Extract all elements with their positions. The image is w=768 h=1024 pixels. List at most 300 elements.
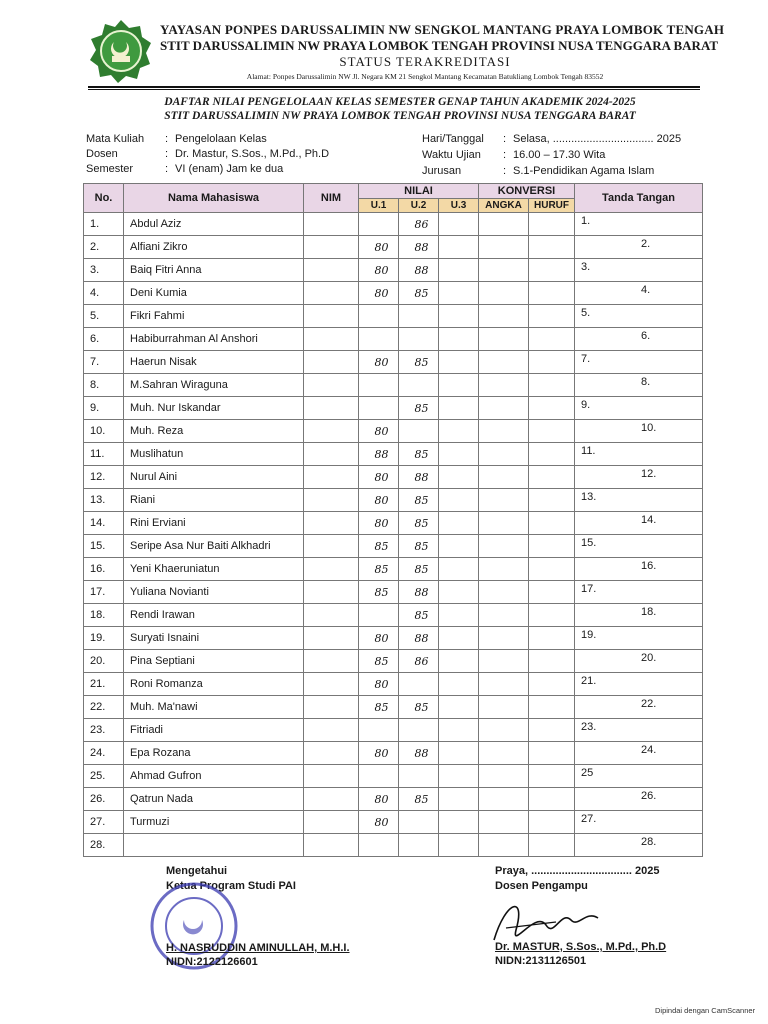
signature-number: 14.: [641, 514, 657, 526]
signature-number: 25: [581, 767, 594, 779]
cell-no: 7.: [84, 351, 124, 374]
sig-left-nidn: NIDN:2122126601: [166, 956, 258, 968]
table-row: [84, 466, 703, 489]
cell-student-name: Fitriadi: [124, 719, 304, 742]
cell-u2: 85: [399, 535, 439, 558]
cell-u1: [359, 305, 399, 328]
cell-signature: [575, 696, 703, 719]
cell-student-name: Seripe Asa Nur Baiti Alkhadri: [124, 535, 304, 558]
colon: :: [503, 149, 507, 161]
cell-u3: [439, 397, 479, 420]
cell-nim: [304, 351, 359, 374]
cell-signature: [575, 236, 703, 259]
cell-u3: [439, 259, 479, 282]
cell-nim: [304, 765, 359, 788]
signature-number: 1.: [581, 215, 591, 227]
cell-no: 19.: [84, 627, 124, 650]
cell-student-name: Habiburrahman Al Anshori: [124, 328, 304, 351]
value-semester: VI (enam) Jam ke dua: [175, 163, 284, 175]
cell-no: 21.: [84, 673, 124, 696]
sig-right-nidn: NIDN:2131126501: [495, 955, 587, 967]
cell-no: 9.: [84, 397, 124, 420]
cell-huruf: [529, 696, 575, 719]
cell-u1: 85: [359, 650, 399, 673]
cell-signature: [575, 673, 703, 696]
institution-logo: [88, 18, 154, 84]
table-row: [84, 673, 703, 696]
cell-student-name: Alfiani Zikro: [124, 236, 304, 259]
table-row: [84, 811, 703, 834]
cell-nim: [304, 719, 359, 742]
cell-u3: [439, 719, 479, 742]
cell-signature: [575, 489, 703, 512]
cell-u1: 80: [359, 259, 399, 282]
cell-u2: 88: [399, 627, 439, 650]
col-header-nilai: NILAI: [359, 184, 479, 199]
signature-number: 2.: [641, 238, 651, 250]
cell-u3: [439, 696, 479, 719]
cell-nim: [304, 650, 359, 673]
colon: :: [503, 165, 507, 177]
cell-u3: [439, 213, 479, 236]
col-header-nama: Nama Mahasiswa: [124, 184, 304, 213]
table-row: [84, 696, 703, 719]
cell-huruf: [529, 351, 575, 374]
cell-u1: [359, 834, 399, 857]
document-subtitle: STIT DARUSSALIMIN NW PRAYA LOMBOK TENGAH PROVINSI NUSA TENGGARA BARAT: [164, 110, 636, 122]
signature-number: 19.: [581, 629, 597, 641]
col-header-angka: ANGKA: [479, 199, 529, 213]
cell-angka: [479, 512, 529, 535]
col-header-u3: U.3: [439, 199, 479, 213]
cell-u3: [439, 788, 479, 811]
cell-nim: [304, 213, 359, 236]
cell-nim: [304, 328, 359, 351]
cell-student-name: Muslihatun: [124, 443, 304, 466]
cell-u3: [439, 604, 479, 627]
cell-signature: [575, 397, 703, 420]
cell-nim: [304, 581, 359, 604]
cell-huruf: [529, 604, 575, 627]
cell-no: 5.: [84, 305, 124, 328]
cell-signature: [575, 627, 703, 650]
cell-huruf: [529, 236, 575, 259]
cell-u3: [439, 282, 479, 305]
header-divider-thin: [88, 89, 700, 90]
cell-angka: [479, 282, 529, 305]
col-header-nim: NIM: [304, 184, 359, 213]
table-row: [84, 259, 703, 282]
table-row: [84, 374, 703, 397]
table-row: [84, 765, 703, 788]
cell-u1: 80: [359, 627, 399, 650]
cell-no: 4.: [84, 282, 124, 305]
cell-u2: 85: [399, 282, 439, 305]
cell-student-name: Epa Rozana: [124, 742, 304, 765]
col-header-tanda-tangan: Tanda Tangan: [575, 184, 703, 213]
cell-u2: 85: [399, 788, 439, 811]
cell-u3: [439, 673, 479, 696]
cell-u2: 85: [399, 696, 439, 719]
cell-no: 25.: [84, 765, 124, 788]
cell-huruf: [529, 834, 575, 857]
cell-huruf: [529, 512, 575, 535]
cell-student-name: Qatrun Nada: [124, 788, 304, 811]
cell-u1: 85: [359, 581, 399, 604]
cell-signature: [575, 282, 703, 305]
cell-huruf: [529, 650, 575, 673]
cell-student-name: Baiq Fitri Anna: [124, 259, 304, 282]
cell-angka: [479, 719, 529, 742]
signature-number: 21.: [581, 675, 597, 687]
cell-student-name: Deni Kumia: [124, 282, 304, 305]
cell-nim: [304, 604, 359, 627]
label-dosen: Dosen: [86, 148, 118, 160]
cell-u3: [439, 351, 479, 374]
cell-signature: [575, 213, 703, 236]
cell-u3: [439, 420, 479, 443]
cell-signature: [575, 558, 703, 581]
cell-u2: [399, 765, 439, 788]
cell-u1: 80: [359, 742, 399, 765]
cell-u3: [439, 305, 479, 328]
header-divider: [88, 86, 700, 88]
cell-u1: 85: [359, 558, 399, 581]
signature-number: 9.: [581, 399, 591, 411]
cell-u3: [439, 443, 479, 466]
table-row: [84, 719, 703, 742]
value-jurusan: S.1-Pendidikan Agama Islam: [513, 165, 655, 177]
signature-number: 6.: [641, 330, 651, 342]
cell-student-name: M.Sahran Wiraguna: [124, 374, 304, 397]
signature-number: 13.: [581, 491, 597, 503]
cell-student-name: Roni Romanza: [124, 673, 304, 696]
table-row: [84, 581, 703, 604]
cell-no: 18.: [84, 604, 124, 627]
signature-number: 15.: [581, 537, 597, 549]
col-header-u1: U.1: [359, 199, 399, 213]
table-row: [84, 213, 703, 236]
cell-huruf: [529, 811, 575, 834]
table-row: [84, 627, 703, 650]
cell-signature: [575, 719, 703, 742]
cell-no: 13.: [84, 489, 124, 512]
cell-u3: [439, 236, 479, 259]
cell-huruf: [529, 535, 575, 558]
cell-angka: [479, 213, 529, 236]
cell-u2: 85: [399, 489, 439, 512]
cell-nim: [304, 443, 359, 466]
colon: :: [165, 133, 169, 145]
cell-u1: 80: [359, 673, 399, 696]
cell-u2: 88: [399, 581, 439, 604]
cell-nim: [304, 236, 359, 259]
cell-signature: [575, 604, 703, 627]
cell-angka: [479, 558, 529, 581]
table-row: [84, 512, 703, 535]
cell-u1: 80: [359, 811, 399, 834]
cell-student-name: Muh. Nur Iskandar: [124, 397, 304, 420]
cell-signature: [575, 788, 703, 811]
cell-student-name: Abdul Aziz: [124, 213, 304, 236]
colon: :: [165, 163, 169, 175]
cell-nim: [304, 811, 359, 834]
cell-nim: [304, 305, 359, 328]
table-row: [84, 420, 703, 443]
cell-no: 22.: [84, 696, 124, 719]
cell-huruf: [529, 443, 575, 466]
cell-angka: [479, 627, 529, 650]
cell-signature: [575, 351, 703, 374]
value-waktu-ujian: 16.00 – 17.30 Wita: [513, 149, 606, 161]
cell-angka: [479, 742, 529, 765]
signature-number: 10.: [641, 422, 657, 434]
cell-signature: [575, 443, 703, 466]
cell-u3: [439, 374, 479, 397]
value-hari-tanggal: Selasa, ................................. 2025: [513, 133, 682, 145]
cell-u1: [359, 328, 399, 351]
cell-student-name: Yuliana Novianti: [124, 581, 304, 604]
cell-u1: [359, 397, 399, 420]
table-row: [84, 650, 703, 673]
cell-huruf: [529, 673, 575, 696]
cell-angka: [479, 673, 529, 696]
cell-no: 12.: [84, 466, 124, 489]
table-row: [84, 558, 703, 581]
cell-no: 1.: [84, 213, 124, 236]
cell-u3: [439, 811, 479, 834]
header-address: Alamat: Ponpes Darussalimin NW Jl. Negara KM 21 Sengkol Mantang Kecamatan Batukliang Lombok Tengah 83552: [246, 72, 604, 81]
cell-u2: [399, 328, 439, 351]
cell-angka: [479, 466, 529, 489]
cell-u2: [399, 673, 439, 696]
cell-u3: [439, 581, 479, 604]
cell-u1: 80: [359, 788, 399, 811]
grade-table: [83, 183, 703, 857]
cell-u2: 88: [399, 742, 439, 765]
col-header-huruf: HURUF: [529, 199, 575, 213]
cell-signature: [575, 650, 703, 673]
signature-number: 3.: [581, 261, 591, 273]
col-header-konversi: KONVERSI: [479, 184, 575, 199]
signature-number: 20.: [641, 652, 657, 664]
cell-u2: [399, 374, 439, 397]
cell-nim: [304, 259, 359, 282]
cell-student-name: Rendi Irawan: [124, 604, 304, 627]
cell-u1: 80: [359, 466, 399, 489]
signature-number: 26.: [641, 790, 657, 802]
sig-right-role: Dosen Pengampu: [495, 880, 588, 892]
signature-number: 27.: [581, 813, 597, 825]
cell-u2: 85: [399, 512, 439, 535]
cell-nim: [304, 834, 359, 857]
cell-angka: [479, 535, 529, 558]
cell-no: 6.: [84, 328, 124, 351]
cell-nim: [304, 489, 359, 512]
value-dosen: Dr. Mastur, S.Sos., M.Pd., Ph.D: [175, 148, 330, 160]
cell-huruf: [529, 282, 575, 305]
cell-no: 28.: [84, 834, 124, 857]
cell-u1: [359, 765, 399, 788]
cell-student-name: Yeni Khaeruniatun: [124, 558, 304, 581]
cell-u2: [399, 719, 439, 742]
cell-huruf: [529, 558, 575, 581]
table-row: [84, 282, 703, 305]
label-hari-tanggal: Hari/Tanggal: [422, 133, 484, 145]
cell-student-name: Ahmad Gufron: [124, 765, 304, 788]
cell-nim: [304, 420, 359, 443]
cell-nim: [304, 627, 359, 650]
cell-u1: 80: [359, 512, 399, 535]
cell-u1: 80: [359, 282, 399, 305]
scanner-watermark: Dipindai dengan CamScanner: [655, 1006, 756, 1015]
cell-u2: 85: [399, 397, 439, 420]
signature-number: 18.: [641, 606, 657, 618]
cell-no: 16.: [84, 558, 124, 581]
cell-no: 24.: [84, 742, 124, 765]
colon: :: [503, 133, 507, 145]
signature-number: 5.: [581, 307, 591, 319]
cell-angka: [479, 650, 529, 673]
signature-number: 16.: [641, 560, 657, 572]
cell-signature: [575, 374, 703, 397]
cell-u3: [439, 650, 479, 673]
cell-no: 20.: [84, 650, 124, 673]
cell-angka: [479, 420, 529, 443]
cell-nim: [304, 742, 359, 765]
cell-angka: [479, 397, 529, 420]
cell-signature: [575, 581, 703, 604]
cell-no: 17.: [84, 581, 124, 604]
cell-u3: [439, 328, 479, 351]
cell-signature: [575, 466, 703, 489]
cell-u1: [359, 374, 399, 397]
cell-u3: [439, 834, 479, 857]
cell-no: 8.: [84, 374, 124, 397]
cell-student-name: Rini Erviani: [124, 512, 304, 535]
cell-u3: [439, 765, 479, 788]
cell-u2: [399, 811, 439, 834]
cell-angka: [479, 259, 529, 282]
cell-u2: 88: [399, 466, 439, 489]
value-mata-kuliah: Pengelolaan Kelas: [175, 133, 267, 145]
cell-angka: [479, 604, 529, 627]
cell-angka: [479, 305, 529, 328]
table-row: [84, 305, 703, 328]
cell-huruf: [529, 719, 575, 742]
cell-angka: [479, 834, 529, 857]
cell-nim: [304, 397, 359, 420]
cell-angka: [479, 765, 529, 788]
cell-u1: 80: [359, 351, 399, 374]
label-waktu-ujian: Waktu Ujian: [422, 149, 481, 161]
cell-huruf: [529, 305, 575, 328]
cell-huruf: [529, 213, 575, 236]
cell-u2: [399, 305, 439, 328]
signature-number: 4.: [641, 284, 651, 296]
cell-signature: [575, 742, 703, 765]
cell-u1: 85: [359, 535, 399, 558]
cell-nim: [304, 558, 359, 581]
signature-number: 12.: [641, 468, 657, 480]
cell-angka: [479, 696, 529, 719]
label-mata-kuliah: Mata Kuliah: [86, 133, 145, 145]
cell-huruf: [529, 466, 575, 489]
signature-number: 17.: [581, 583, 597, 595]
cell-student-name: Nurul Aini: [124, 466, 304, 489]
cell-signature: [575, 535, 703, 558]
cell-angka: [479, 374, 529, 397]
cell-angka: [479, 581, 529, 604]
colon: :: [165, 148, 169, 160]
cell-nim: [304, 788, 359, 811]
table-row: [84, 742, 703, 765]
cell-signature: [575, 420, 703, 443]
cell-huruf: [529, 328, 575, 351]
cell-u1: 88: [359, 443, 399, 466]
sig-left-know: Mengetahui: [166, 865, 228, 877]
cell-huruf: [529, 742, 575, 765]
cell-no: 23.: [84, 719, 124, 742]
cell-student-name: Muh. Ma'nawi: [124, 696, 304, 719]
cell-huruf: [529, 374, 575, 397]
cell-u3: [439, 489, 479, 512]
cell-signature: [575, 765, 703, 788]
signature-number: 11.: [581, 445, 596, 457]
sig-left-name: H. NASRUDDIN AMINULLAH, M.H.I.: [166, 942, 350, 954]
signature-number: 8.: [641, 376, 651, 388]
cell-huruf: [529, 489, 575, 512]
col-header-no: No.: [84, 184, 124, 213]
cell-student-name: Riani: [124, 489, 304, 512]
cell-no: 11.: [84, 443, 124, 466]
header-foundation: YAYASAN PONPES DARUSSALIMIN NW SENGKOL MANTANG PRAYA LOMBOK TENGAH: [160, 22, 725, 37]
signature-number: 24.: [641, 744, 657, 756]
header-institution: STIT DARUSSALIMIN NW PRAYA LOMBOK TENGAH PROVINSI NUSA TENGGARA BARAT: [160, 38, 719, 53]
cell-u2: 85: [399, 558, 439, 581]
table-row: [84, 397, 703, 420]
table-row: [84, 788, 703, 811]
cell-angka: [479, 328, 529, 351]
header-status: STATUS TERAKREDITASI: [339, 54, 511, 69]
document-title: DAFTAR NILAI PENGELOLAAN KELAS SEMESTER GENAP TAHUN AKADEMIK 2024-2025: [164, 96, 636, 108]
table-row: [84, 328, 703, 351]
cell-student-name: Suryati Isnaini: [124, 627, 304, 650]
signature-number: 22.: [641, 698, 657, 710]
cell-student-name: Turmuzi: [124, 811, 304, 834]
cell-u3: [439, 742, 479, 765]
cell-u1: [359, 213, 399, 236]
cell-u1: [359, 719, 399, 742]
signature-number: 7.: [581, 353, 591, 365]
cell-signature: [575, 259, 703, 282]
cell-u3: [439, 558, 479, 581]
cell-huruf: [529, 765, 575, 788]
cell-signature: [575, 305, 703, 328]
cell-nim: [304, 282, 359, 305]
cell-signature: [575, 834, 703, 857]
cell-angka: [479, 489, 529, 512]
cell-signature: [575, 811, 703, 834]
cell-nim: [304, 512, 359, 535]
cell-u2: 86: [399, 650, 439, 673]
cell-u2: 85: [399, 604, 439, 627]
cell-nim: [304, 466, 359, 489]
signature-number: 28.: [641, 836, 657, 848]
sig-left-role: Ketua Program Studi PAI: [166, 880, 296, 892]
signature-number: 23.: [581, 721, 597, 733]
cell-angka: [479, 811, 529, 834]
